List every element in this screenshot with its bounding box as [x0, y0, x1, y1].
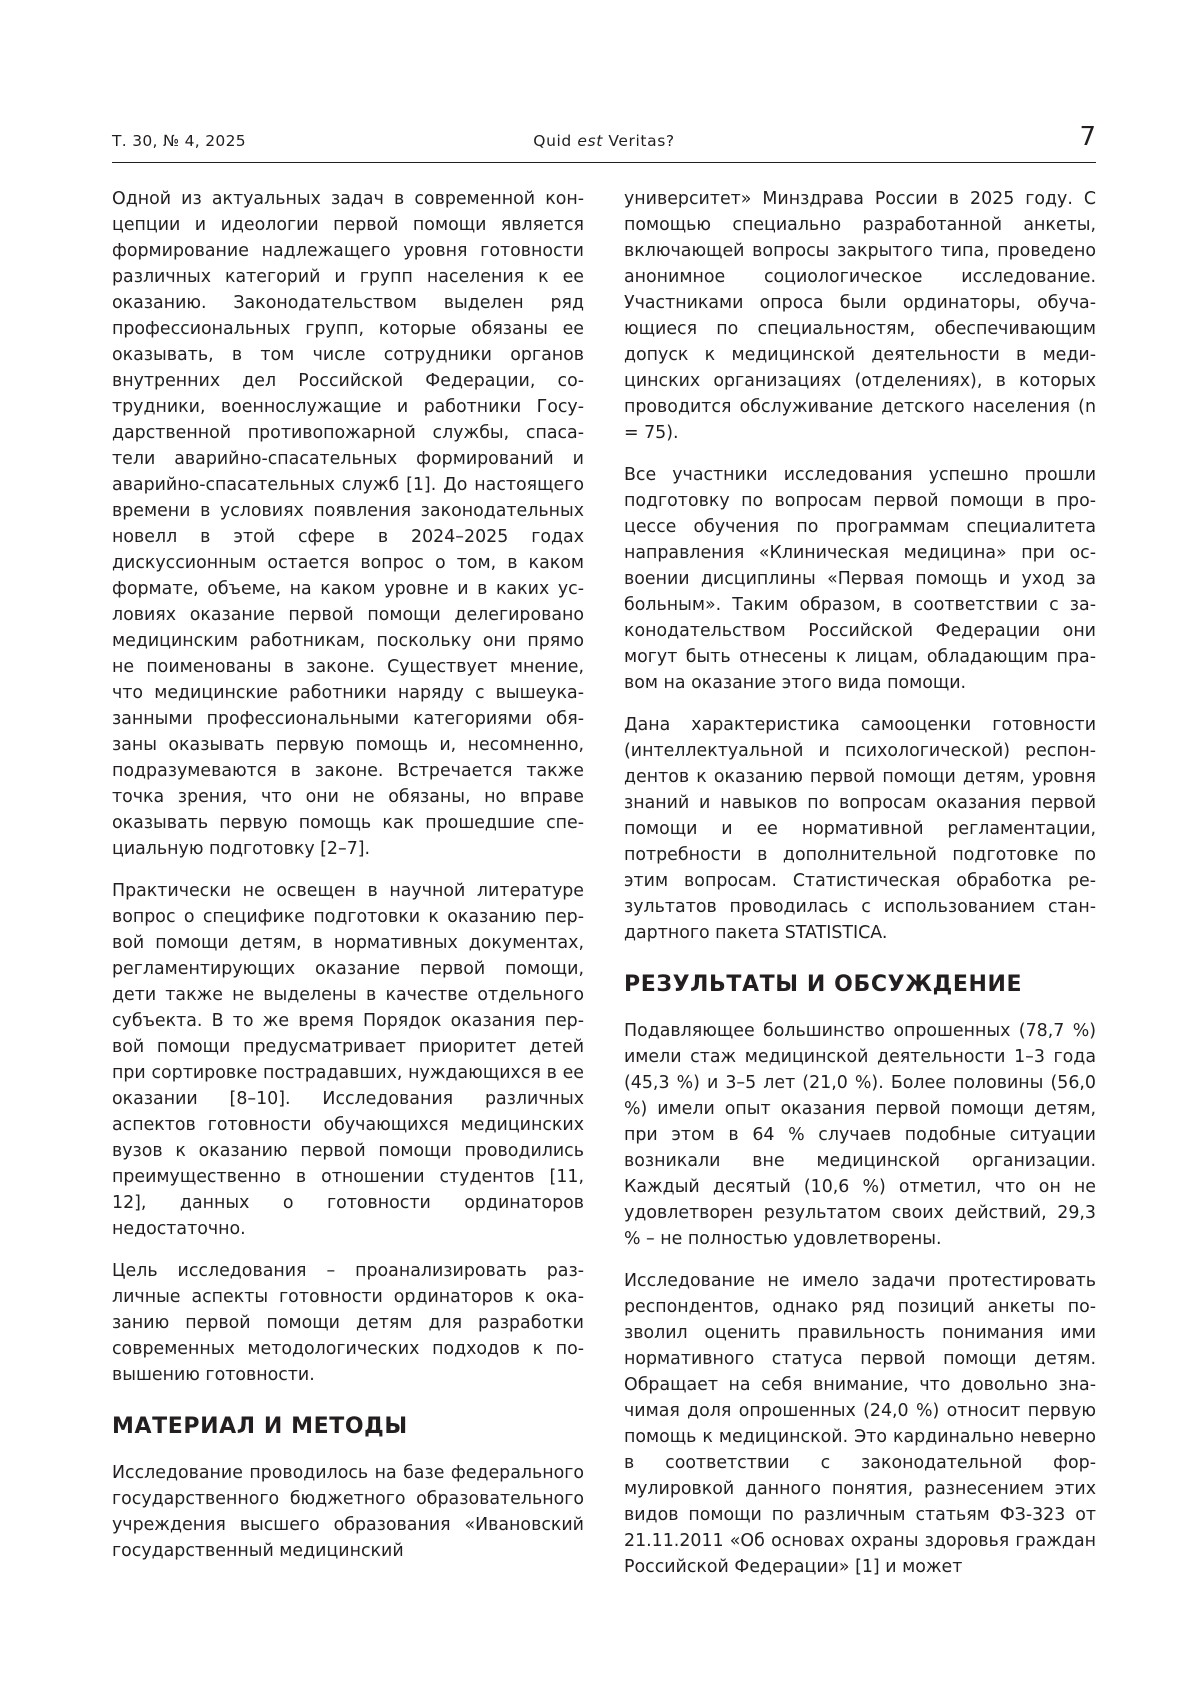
paragraph: Одной из актуальных задач в современной концепции и идеологии первой помощи является формирование надлежащего уровня готовности различных категорий и групп населения к ее оказанию. Законодательством выделен ряд профессиональных групп, которые обязаны ее оказывать, в том числе сотрудники органов внутренних дел Российской Федерации, сотрудники, военнослужащие и работники Государственной противопожарной службы, спасатели аварийно-спасательных формирований и аварийно-спасательных служб [1]. До настоящего времени в условиях появления законодательных новелл в этой сфере в 2024–2025 годах дискуссионным остается вопрос о том, в каком формате, объеме, на каком уровне и в каких условиях оказание первой помощи делегировано медицинским работникам, поскольку они прямо не поименованы в законе. Существует мнение, что медицинские работники наряду с вышеуказанными профессиональными категориями обязаны оказывать первую помощь и, несомненно, подразумеваются в законе. Встречается также точка зрения, что они не обязаны, но вправе оказывать первую помощь как прошедшие специальную подготовку [2–7].: [112, 189, 584, 859]
right-column: [624, 186, 1096, 1596]
paragraph: Все участники исследования успешно прошли подготовку по вопросам первой помощи в процессе обучения по программам специалитета направления «Клиническая медицина» при освоении дисциплины «Первая помощь и уход за больным». Таким образом, в соответствии с законодательством Российской Федерации они могут быть отнесены к лицам, обладающим правом на оказание этого вида помощи.: [624, 465, 1096, 693]
paragraph: Исследование проводилось на базе федерального государственного бюджетного образовательного учреждения высшего образования «Ивановский государственный медицинский: [112, 1463, 584, 1561]
running-header: [112, 122, 1096, 163]
paragraph: Подавляющее большинство опрошенных (78,7 %) имели стаж медицинской деятельности 1–3 года (45,3 %) и 3–5 лет (21,0 %). Более половины (56,0 %) имели опыт оказания первой помощи детям, при этом в 64 % случаев подобные ситуации возникали вне медицинской организации. Каждый десятый (10,6 %) отметил, что он не удовлетворен результатом своих действий, 29,3 % – не полностью удовлетворены.: [624, 1021, 1096, 1249]
paragraph: Практически не освещен в научной литературе вопрос о специфике подготовки к оказанию первой помощи детям, в нормативных документах, регламентирующих оказание первой помощи, дети также не выделены в качестве отдельного субъекта. В то же время Порядок оказания первой помощи предусматривает приоритет детей при сортировке пострадавших, нуждающихся в ее оказании [8–10]. Исследования различных аспектов готовности обучающихся медицинских вузов к оказанию первой помощи проводились преимущественно в отношении студентов [11, 12], данных о готовности ординаторов недостаточно.: [112, 881, 584, 1239]
page-number: 7: [1079, 122, 1096, 152]
section-heading-results: РЕЗУЛЬТАТЫ И ОБСУЖДЕНИЕ: [624, 972, 1023, 997]
journal-title: Quid est Veritas?: [533, 132, 675, 150]
paragraph: Цель исследования – проанализировать различные аспекты готовности ординаторов к оказанию первой помощи детям для разработки современных методологических подходов к повышению готовности.: [112, 1261, 584, 1385]
section-heading-methods: МАТЕРИАЛ И МЕТОДЫ: [112, 1414, 408, 1439]
volume-issue: Т. 30, № 4, 2025: [112, 132, 246, 150]
paragraph: Дана характеристика самооценки готовности (интеллектуальной и психологической) респондентов к оказанию первой помощи детям, уровня знаний и навыков по вопросам оказания первой помощи и ее нормативной регламентации, потребности в дополнительной подготовке по этим вопросам. Статистическая обработка результатов проводилась с использованием стандартного пакета STATISTICA.: [624, 715, 1096, 943]
paragraph: университет» Минздрава России в 2025 году. С помощью специально разработанной анкеты, включающей вопросы закрытого типа, проведено анонимное социологическое исследование. Участниками опроса были ординаторы, обучающиеся по специальностям, обеспечивающим допуск к медицинской деятельности в медицинских организациях (отделениях), в которых проводится обслуживание детского населения (n = 75).: [624, 189, 1096, 443]
left-column: [112, 186, 584, 1580]
paragraph: Исследование не имело задачи протестировать респондентов, однако ряд позиций анкеты позволил оценить правильность понимания ими нормативного статуса первой помощи детям. Обращает на себя внимание, что довольно значимая доля опрошенных (24,0 %) относит первую помощь к медицинской. Это кардинально неверно в соответствии с законодательной формулировкой данного понятия, разнесением этих видов помощи по различным статьям ФЗ-323 от 21.11.2011 «Об основах охраны здоровья граждан Российской Федерации» [1] и может: [624, 1271, 1096, 1577]
